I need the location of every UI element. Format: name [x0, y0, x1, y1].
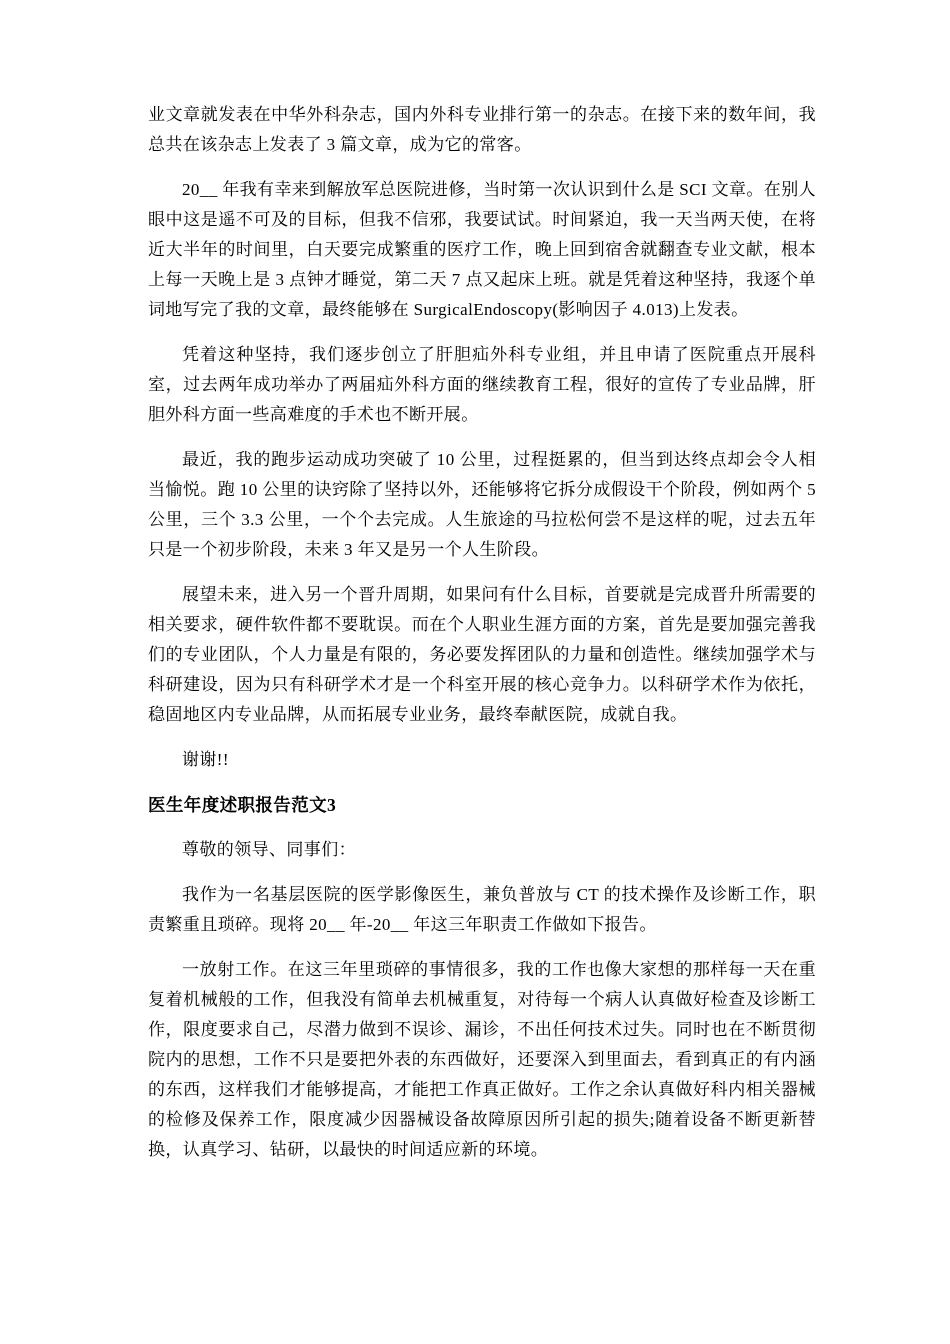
paragraph-sci-study: 20__ 年我有幸来到解放军总医院进修，当时第一次认识到什么是 SCI 文章。在别人眼中这是遥不可及的目标，但我不信邪，我要试试。时间紧迫，我一天当两天使，在将近大半年的时间里，白天要完成繁重的医疗工作，晚上回到宿舍就翻查专业文献，根本上每一天晚上是 3 点钟才睡觉，第二天 7 点又起床上班。就是凭着这种坚持，我逐个单词地写完了我的文章，最终能够在 SurgicalEndoscopy(影响因子 4.013)上发表。: [148, 180, 817, 319]
paragraph-running-metaphor: 最近，我的跑步运动成功突破了 10 公里，过程挺累的，但当到达终点却会令人相当愉悦。跑 10 公里的诀窍除了坚持以外，还能够将它拆分成假设干个阶段，例如两个 5 公里，三个 3.3 公里，一个个去完成。人生旅途的马拉松何尝不是这样的呢，过去五年只是一个初步阶段，未来 3 年又是另一个人生阶段。: [148, 450, 816, 559]
paragraph-self-introduction: 我作为一名基层医院的医学影像医生，兼负普放与 CT 的技术操作及诊断工作，职责繁重且琐碎。现将 20__ 年-20__ 年这三年职责工作做如下报告。: [148, 885, 816, 934]
paragraph-hepatobiliary-group: 凭着这种坚持，我们逐步创立了肝胆疝外科专业组，并且申请了医院重点开展科室，过去两年成功举办了两届疝外科方面的继续教育工程，很好的宣传了专业品牌，肝胆外科方面一些高难度的手术也不断开展。: [148, 345, 816, 424]
paragraph-future-outlook: 展望未来，进入另一个晋升周期，如果问有什么目标，首要就是完成晋升所需要的相关要求，硬件软件都不要耽误。而在个人职业生涯方面的方案，首先是要加强完善我们的专业团队，个人力量是有限的，务必要发挥团队的力量和创造性。继续加强学术与科研建设，因为只有科研学术才是一个科室开展的核心竞争力。以科研学术作为依托，稳固地区内专业品牌，从而拓展专业业务，最终奉献医院，成就自我。: [148, 585, 816, 724]
paragraph-radiology-work: 一放射工作。在这三年里琐碎的事情很多，我的工作也像大家想的那样每一天在重复着机械般的工作，但我没有简单去机械重复，对待每一个病人认真做好检查及诊断工作，限度要求自己，尽潜力做到不误诊、漏诊，不出任何技术过失。同时也在不断贯彻院内的思想，工作不只是要把外表的东西做好，还要深入到里面去，看到真正的有内涵的东西，这样我们才能够提高，才能把工作真正做好。工作之余认真做好科内相关器械的检修及保养工作，限度减少因器械设备故障原因所引起的损失;随着设备不断更新替换，认真学习、钻研，以最快的时间适应新的环境。: [148, 960, 816, 1159]
paragraph-journal-publications: 业文章就发表在中华外科杂志，国内外科专业排行第一的杂志。在接下来的数年间，我总共在该杂志上发表了 3 篇文章，成为它的常客。: [148, 105, 816, 154]
section-heading-report-sample-3: 医生年度述职报告范文3: [148, 795, 337, 815]
paragraph-salutation: 尊敬的领导、同事们：: [182, 840, 356, 859]
paragraph-thanks: 谢谢!!: [182, 750, 229, 769]
